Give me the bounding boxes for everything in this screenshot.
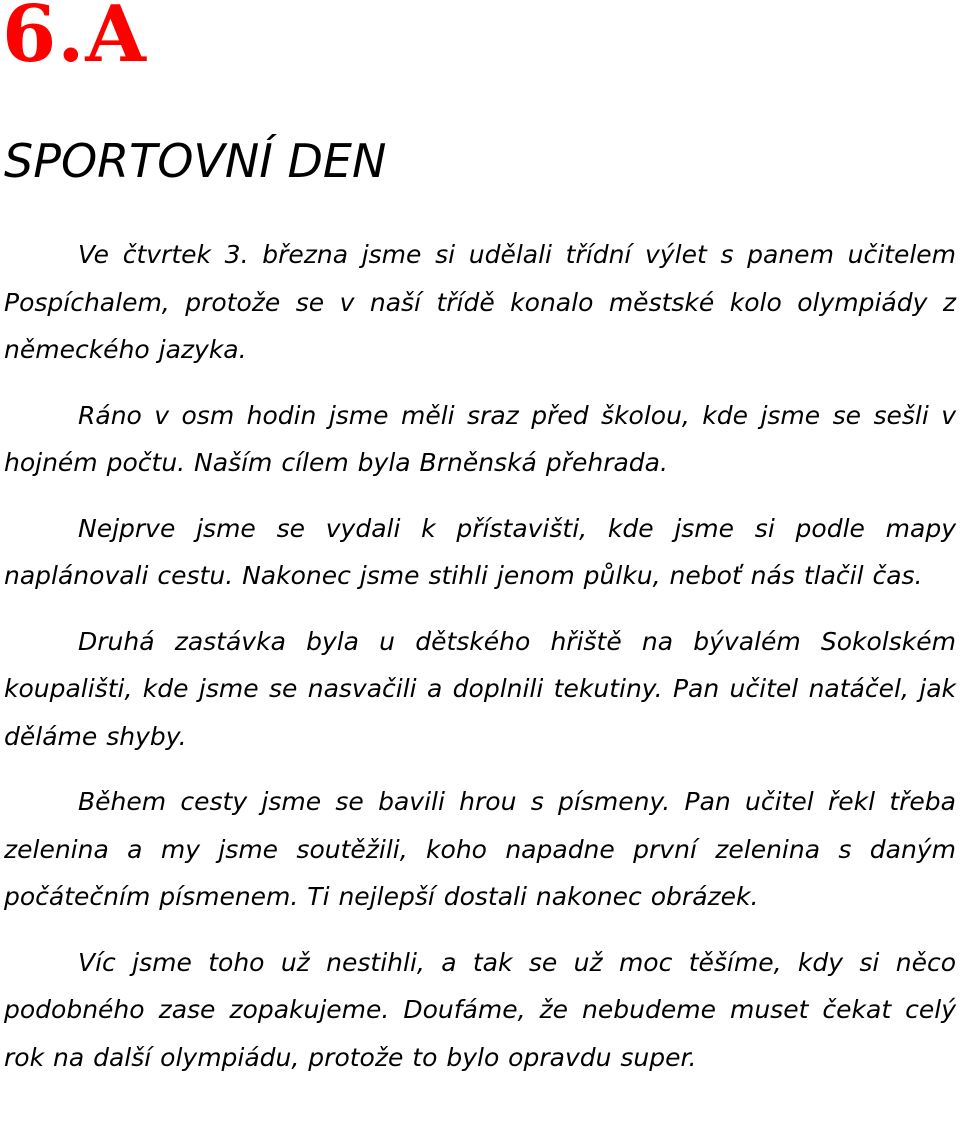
paragraph-morning-meeting: Ráno v osm hodin jsme měli sraz před školou, kde jsme se sešli v hojném počtu. Naším cílem byla Brněnská přehrada.	[4, 400, 956, 477]
article-title: SPORTOVNÍ DEN	[4, 134, 387, 188]
paragraph-second-stop: Druhá zastávka byla u dětského hřiště na bývalém Sokolském koupališti, kde jsme se nasvačili a doplnili tekutiny. Pan učitel natáčel, jak děláme shyby.	[4, 626, 956, 751]
paragraph-first-stop: Nejprve jsme se vydali k přístavišti, kde jsme si podle mapy naplánovali cestu. Nakonec jsme stihli jenom půlku, neboť nás tlačil čas.	[4, 513, 956, 590]
class-heading: 6.A	[2, 0, 147, 80]
paragraph-conclusion: Víc jsme toho už nestihli, a tak se už moc těšíme, kdy si něco podobného zase zopakujeme. Doufáme, že nebudeme muset čekat celý rok na další olympiádu, protože to bylo opravdu super.	[4, 947, 956, 1072]
article-body	[4, 231, 956, 1081]
paragraph-trip-intro: Ve čtvrtek 3. března jsme si udělali třídní výlet s panem učitelem Pospíchalem, protože se v naší třídě konalo městské kolo olympiády z německého jazyka.	[4, 240, 956, 364]
paragraph-letter-game: Během cesty jsme se bavili hrou s písmeny. Pan učitel řekl třeba zelenina a my jsme soutěžili, koho napadne první zelenina s daným počátečním písmenem. Ti nejlepší dostali nakonec obrázek.	[4, 787, 956, 911]
